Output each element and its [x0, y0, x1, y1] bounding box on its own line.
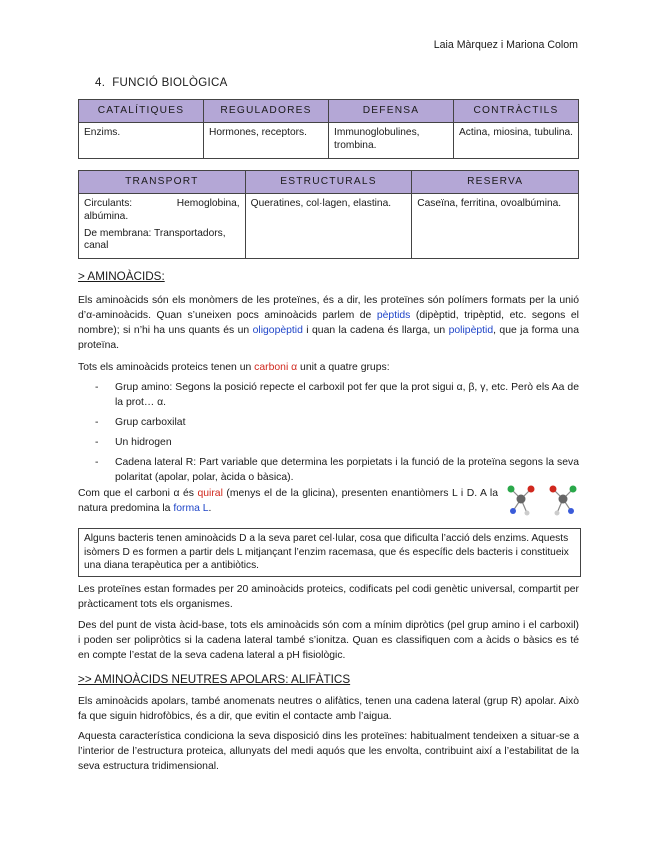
aminoacids-heading: > AMINOÀCIDS:: [78, 270, 165, 283]
group-cadena-lateral: Cadena lateral R: Part variable que determina les porpietats i la funció de la proteïna segons la seva polaritat (apolar, polar, àcida o bàsica).: [115, 457, 579, 483]
p1-text-b: (dipèptid, tripèptid, etc. segons el nombre); si n’hi ha uns quants és un: [78, 310, 579, 336]
cell-defensa: Immunoglobulines, trombina.: [329, 123, 454, 159]
term-quiral: quiral: [197, 488, 223, 499]
dash-bullet: -: [95, 457, 99, 468]
header-reserva: RESERVA: [412, 171, 579, 194]
groups-list: [95, 380, 579, 490]
aminoacids-paragraph-1: [78, 293, 579, 353]
header-catalitiques: CATALÍTIQUES: [79, 100, 204, 123]
section-title-text: FUNCIÓ BIOLÒGICA: [112, 77, 228, 89]
p3-text-a: Com que el carboni α és: [78, 488, 198, 499]
section-number: 4.: [95, 77, 106, 89]
chirality-paragraph: [78, 486, 498, 516]
dash-bullet: -: [95, 437, 99, 448]
cell-transport: [79, 194, 246, 259]
dash-bullet: -: [95, 382, 99, 393]
list-item: [95, 435, 579, 450]
header-reguladores: REGULADORES: [204, 100, 329, 123]
aminoacids-paragraph-2: [78, 360, 579, 375]
function-table-1: [78, 99, 579, 159]
authors-header: Laia Màrquez i Mariona Colom: [433, 39, 578, 51]
group-hidrogen: Un hidrogen: [115, 437, 172, 448]
cell-reguladores: Hormones, receptors.: [204, 123, 329, 159]
apolar-paragraph-2: Aquesta característica condiciona la seva disposició dins les proteïnes: habitualment tendeixen a situar-se a l’interior de l’estructura proteica, allunyats del medi aquós que les envolta, contribuint així a l’estabilitat de la seva estructura tridimensional.: [78, 731, 579, 772]
header-defensa: DEFENSA: [329, 100, 454, 123]
header-transport: TRANSPORT: [79, 171, 246, 194]
term-peptids: pèptids: [376, 310, 411, 321]
p1-text-a: Els aminoàcids són els monòmers de les proteïnes, és a dir, les proteïnes són polímers formats per la unió d’α-aminoàcids. Quan s’uneixen pocs aminoàcids parlem de: [78, 295, 579, 321]
p3-text-c: .: [208, 503, 212, 514]
section-title: [95, 77, 228, 89]
function-table-2: [78, 170, 579, 259]
aminoacids-paragraph-4: Les proteïnes estan formades per 20 aminoàcids proteics, codificats pel codi genètic universal, compartit per pràcticament tots els organismes.: [78, 584, 579, 610]
term-polipeptid: polipèptid: [448, 325, 494, 336]
cell-catalitiques: Enzims.: [79, 123, 204, 159]
header-contractils: CONTRÀCTILS: [454, 100, 579, 123]
header-estructurals: ESTRUCTURALS: [245, 171, 412, 194]
cell-estructurals: Queratines, col·lagen, elastina.: [245, 194, 412, 259]
cell-contractils: Actina, miosina, tubulina.: [454, 123, 579, 159]
list-item: [95, 380, 579, 410]
cell-reserva: Caseïna, ferritina, ovoalbúmina.: [412, 194, 579, 259]
p3-text-b: (menys el de la glicina), presenten enantiòmers L i D. A la natura predomina la: [78, 488, 498, 514]
enantiomer-molecule-icon: [503, 481, 581, 521]
group-carboxilat: Grup carboxilat: [115, 417, 186, 428]
transport-membrana: De membrana: Transportadors, canal: [84, 227, 226, 252]
apolar-paragraph-1: Els aminoàcids apolars, també anomenats neutres o alifàtics, tenen una cadena lateral (grup R) apolar. Això fa que siguin hidrofòbics, és a dir, que evitin el contacte amb l’aigua.: [78, 696, 579, 722]
p2-text-b: unit a quatre grups:: [297, 362, 390, 373]
group-amino: Grup amino: Segons la posició repecte el carboxil pot fer que la prot sigui α, β, γ, etc. Però els Aa de la prot… α.: [115, 382, 579, 408]
transport-circulants: Circulants: Hemoglobina, albúmina.: [84, 198, 240, 222]
p1-text-d: , que ja forma una proteïna.: [78, 325, 579, 351]
list-item: [95, 415, 579, 430]
aminoacids-paragraph-5: Des del punt de vista àcid-base, tots els aminoàcids són com a mínim dipròtics (pel grup amino i el carboxil) i poden ser polipròtics si la cadena lateral també s’ionitza. Quan es classifiquen com a àcids o bàsics es té en compte l’estat de la seva cadena lateral a pH fisiològic.: [78, 620, 579, 661]
dash-bullet: -: [95, 417, 99, 428]
term-oligopeptid: oligopèptid: [252, 325, 303, 336]
p1-text-c: i quan la cadena és llarga, un: [302, 325, 449, 336]
term-carboni-alfa: carboni α: [254, 362, 298, 373]
bacteria-note-box: Alguns bacteris tenen aminoàcids D a la seva paret cel·lular, cosa que dificulta l’acció dels enzims. Aquests isòmers D es formen a partir dels L mitjançant l’enzim racemasa, que és específic dels bacteris i constitueix una diana terapèutica per a antibiòtics.: [78, 528, 581, 577]
term-forma-l: forma L: [173, 503, 209, 514]
apolar-heading: >> AMINOÀCIDS NEUTRES APOLARS: ALIFÀTICS: [78, 673, 351, 686]
p2-text-a: Tots els aminoàcids proteics tenen un: [78, 362, 255, 373]
